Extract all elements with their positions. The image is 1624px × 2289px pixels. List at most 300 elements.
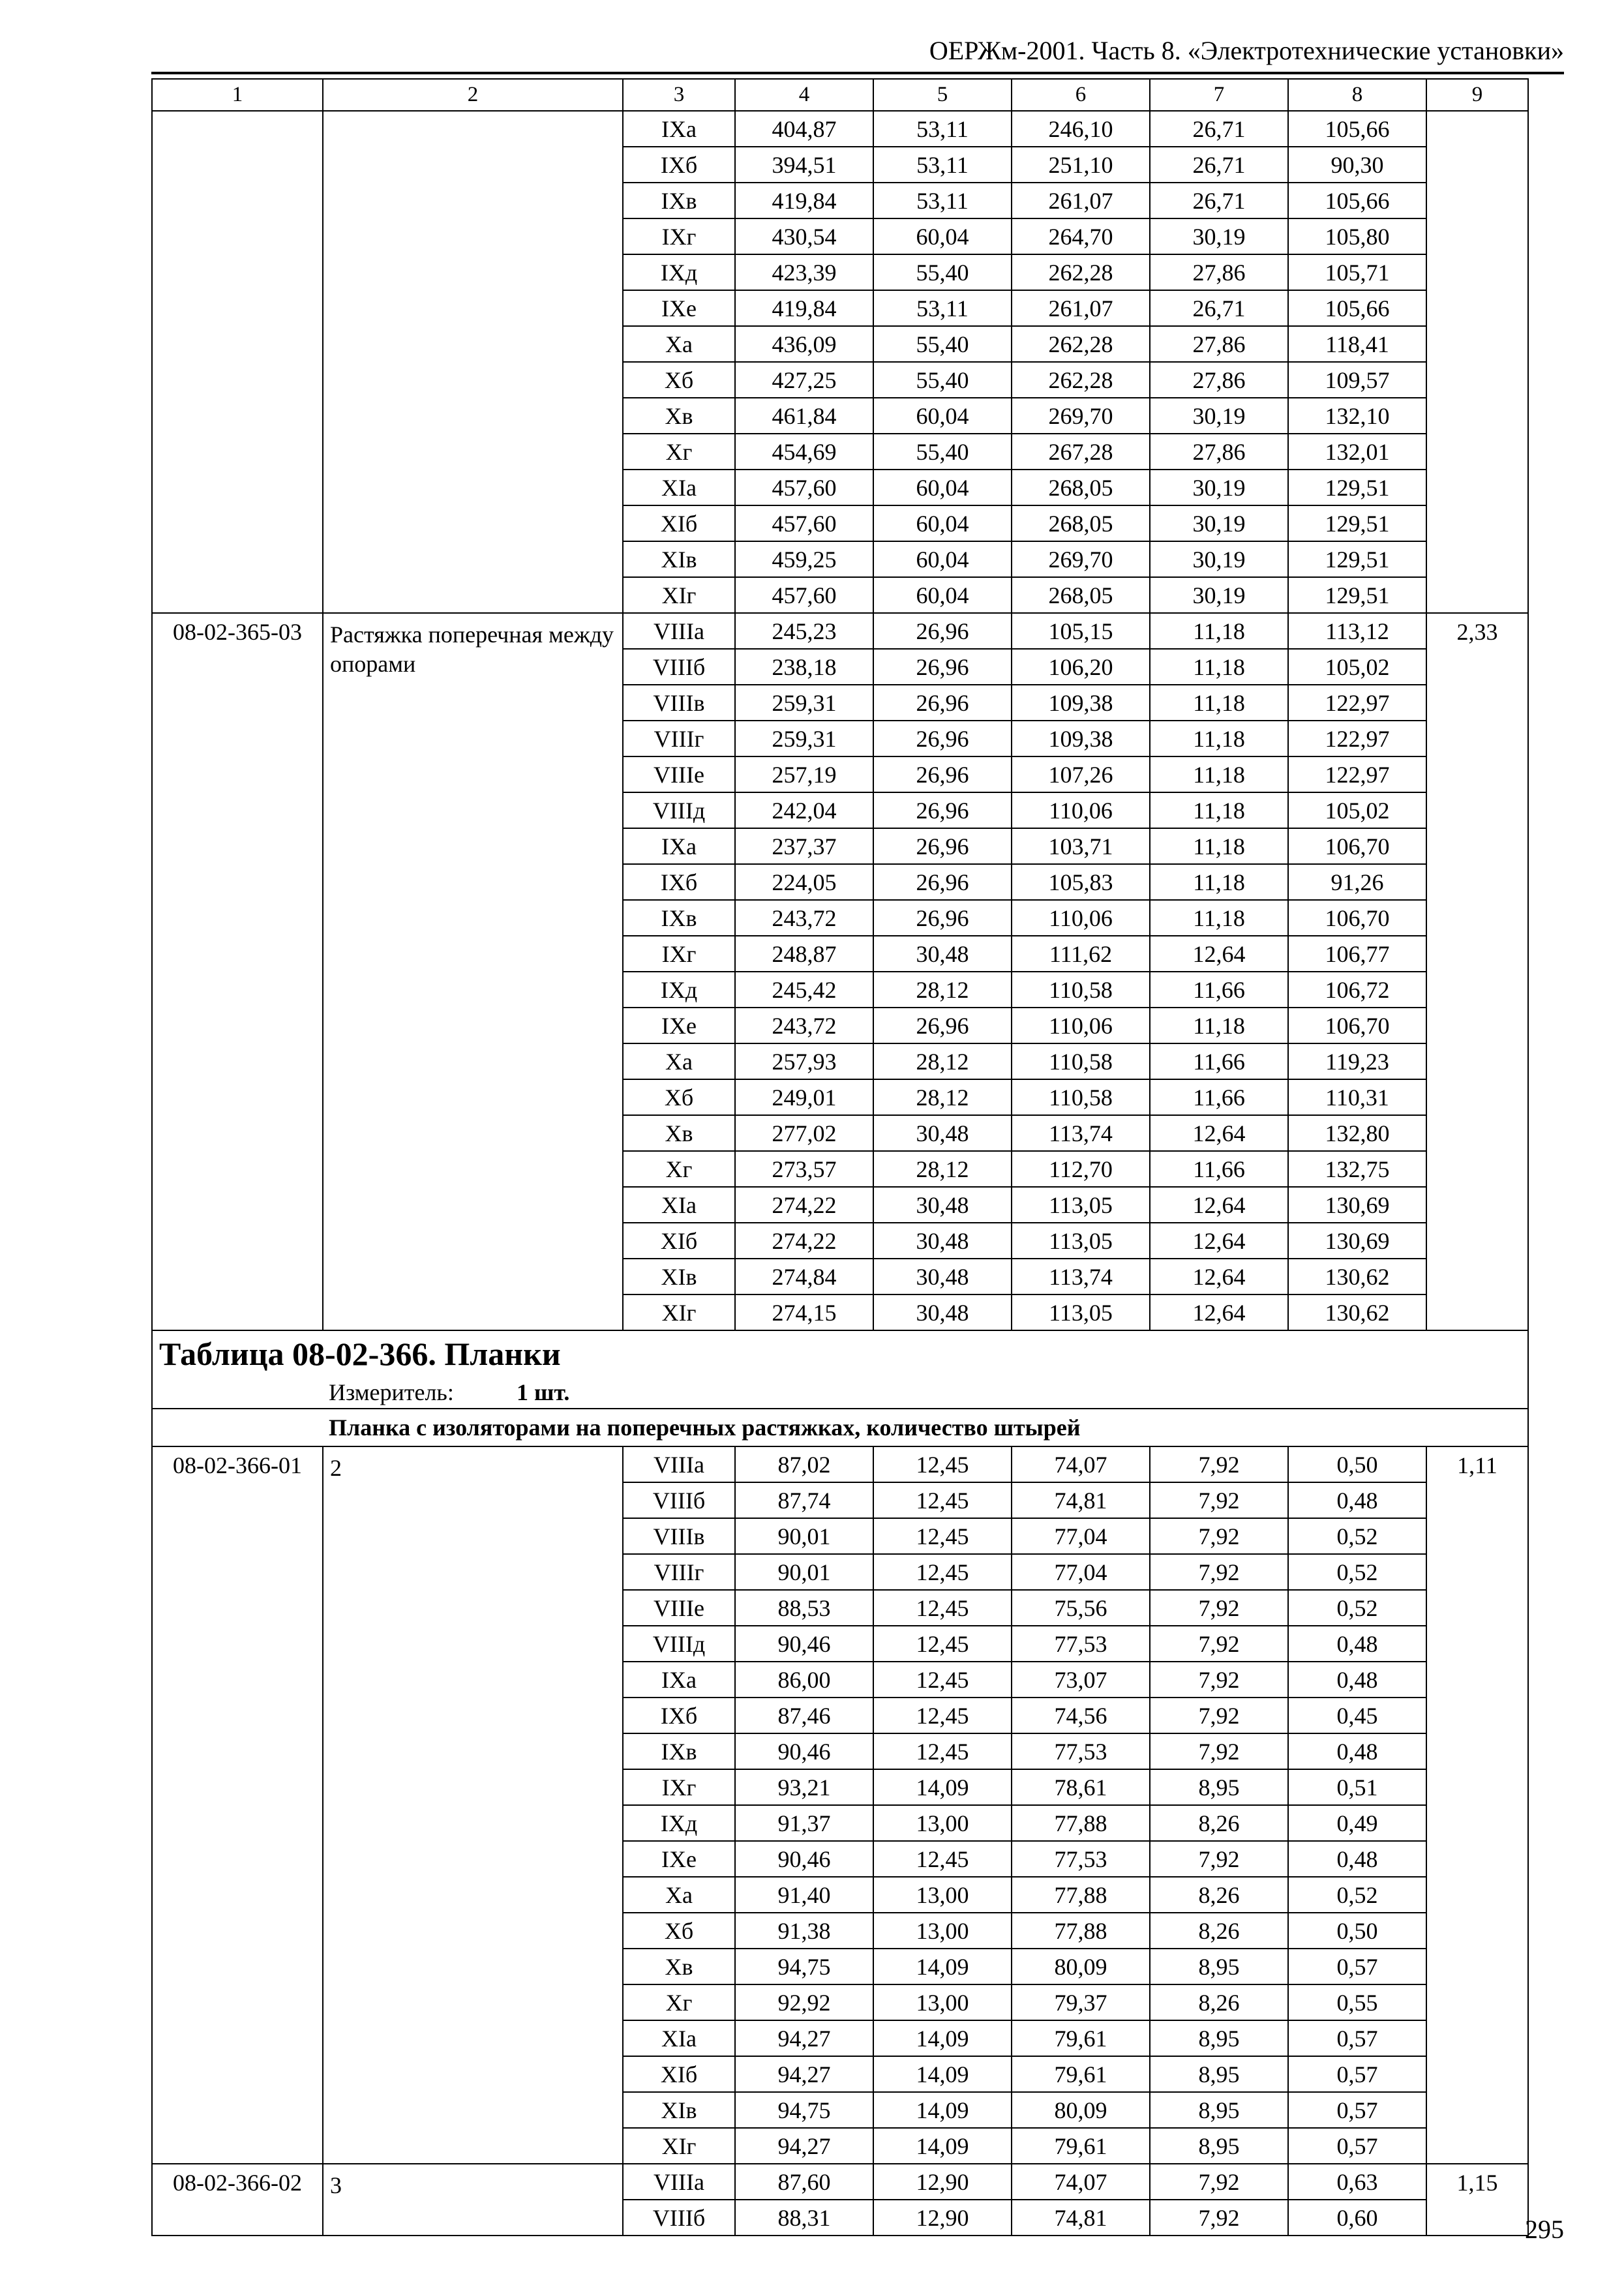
table-cell: 26,71 <box>1150 183 1288 218</box>
table-cell: 105,66 <box>1288 183 1426 218</box>
table-cell: 12,64 <box>1150 1223 1288 1259</box>
table-cell: 109,57 <box>1288 362 1426 398</box>
table-cell: 274,22 <box>735 1187 873 1223</box>
table-cell: 30,19 <box>1150 470 1288 505</box>
table-cell: 427,25 <box>735 362 873 398</box>
table-cell: 404,87 <box>735 111 873 147</box>
table-cell: 94,75 <box>735 1949 873 1984</box>
table-cell: IXв <box>623 900 735 936</box>
table-cell: 55,40 <box>873 362 1012 398</box>
table-cell: VIIIе <box>623 756 735 792</box>
table-cell: 53,11 <box>873 290 1012 326</box>
table-cell: 245,23 <box>735 613 873 649</box>
table-cell: 30,48 <box>873 1259 1012 1294</box>
table-cell: 7,92 <box>1150 2164 1288 2200</box>
table-cell: 261,07 <box>1012 290 1150 326</box>
table-cell: 274,22 <box>735 1223 873 1259</box>
table-cell: 55,40 <box>873 326 1012 362</box>
table-cell: 110,06 <box>1012 1008 1150 1043</box>
table-cell: 110,31 <box>1288 1079 1426 1115</box>
table-cell: 77,88 <box>1012 1913 1150 1949</box>
table-cell: IXб <box>623 864 735 900</box>
table-cell: 0,50 <box>1288 1913 1426 1949</box>
table-cell: 118,41 <box>1288 326 1426 362</box>
table-cell: 436,09 <box>735 326 873 362</box>
unit-value: 1 шт. <box>517 1379 570 1405</box>
table-cell: 130,62 <box>1288 1259 1426 1294</box>
table-cell: 53,11 <box>873 183 1012 218</box>
table-cell: 26,96 <box>873 900 1012 936</box>
table-cell: 113,05 <box>1012 1294 1150 1330</box>
table-cell: 277,02 <box>735 1115 873 1151</box>
table-cell: 26,96 <box>873 864 1012 900</box>
table-cell: 106,70 <box>1288 1008 1426 1043</box>
table-cell: 109,38 <box>1012 721 1150 756</box>
table-cell: XIб <box>623 2056 735 2092</box>
table-cell: 0,57 <box>1288 2056 1426 2092</box>
norm-value: 1,15 <box>1426 2164 1528 2236</box>
table-cell: 60,04 <box>873 218 1012 254</box>
column-number: 4 <box>735 79 873 111</box>
table-cell: 74,81 <box>1012 2200 1150 2236</box>
table-cell: 80,09 <box>1012 2092 1150 2128</box>
table-body <box>152 79 1528 2236</box>
resource-code: 08-02-366-01 <box>152 1446 323 2164</box>
table-cell: 11,66 <box>1150 1043 1288 1079</box>
table-cell: 88,53 <box>735 1590 873 1626</box>
table-cell: 0,57 <box>1288 2128 1426 2164</box>
table-cell: 12,64 <box>1150 1259 1288 1294</box>
table-cell: IXд <box>623 972 735 1008</box>
table-cell: 0,60 <box>1288 2200 1426 2236</box>
table-cell: 262,28 <box>1012 254 1150 290</box>
table-cell: 28,12 <box>873 1151 1012 1187</box>
table-cell: 79,61 <box>1012 2056 1150 2092</box>
table-cell: IXг <box>623 218 735 254</box>
table-cell: 26,71 <box>1150 111 1288 147</box>
table-cell: 11,18 <box>1150 792 1288 828</box>
table-cell: 109,38 <box>1012 685 1150 721</box>
table-cell: 27,86 <box>1150 254 1288 290</box>
table-cell: VIIIе <box>623 1590 735 1626</box>
table-cell: 132,01 <box>1288 434 1426 470</box>
table-cell: 12,64 <box>1150 1115 1288 1151</box>
table-cell: 30,48 <box>873 1115 1012 1151</box>
empty-cell <box>1426 111 1528 613</box>
table-cell: 394,51 <box>735 147 873 183</box>
table-cell: 0,52 <box>1288 1554 1426 1590</box>
table-cell: 87,74 <box>735 1482 873 1518</box>
table-cell: 14,09 <box>873 2056 1012 2092</box>
table-cell: 94,27 <box>735 2020 873 2056</box>
table-cell: 0,63 <box>1288 2164 1426 2200</box>
table-cell: 0,52 <box>1288 1877 1426 1913</box>
table-cell: 14,09 <box>873 2092 1012 2128</box>
table-cell: 26,96 <box>873 613 1012 649</box>
table-cell: 274,84 <box>735 1259 873 1294</box>
table-cell: 12,45 <box>873 1698 1012 1733</box>
table-cell: 130,69 <box>1288 1187 1426 1223</box>
table-cell: 80,09 <box>1012 1949 1150 1984</box>
table-cell: 419,84 <box>735 183 873 218</box>
table-cell: 8,95 <box>1150 1949 1288 1984</box>
table-cell: 132,80 <box>1288 1115 1426 1151</box>
table-cell: 26,71 <box>1150 290 1288 326</box>
column-number: 6 <box>1012 79 1150 111</box>
table-cell: 30,19 <box>1150 577 1288 613</box>
table-cell: 0,45 <box>1288 1698 1426 1733</box>
table-cell: 86,00 <box>735 1662 873 1698</box>
table-cell: 30,48 <box>873 1294 1012 1330</box>
table-cell: 26,96 <box>873 828 1012 864</box>
column-number: 9 <box>1426 79 1528 111</box>
table-cell: 26,71 <box>1150 147 1288 183</box>
table-cell: 224,05 <box>735 864 873 900</box>
table-cell: 12,64 <box>1150 936 1288 972</box>
table-cell: 0,50 <box>1288 1446 1426 1482</box>
table-cell: Xг <box>623 1984 735 2020</box>
table-cell: 457,60 <box>735 470 873 505</box>
table-cell: IXе <box>623 290 735 326</box>
table-cell: 90,46 <box>735 1626 873 1662</box>
table-cell: 110,58 <box>1012 1043 1150 1079</box>
table-cell: 8,26 <box>1150 1913 1288 1949</box>
table-cell: Xб <box>623 1079 735 1115</box>
table-cell: 8,95 <box>1150 2020 1288 2056</box>
table-cell: 269,70 <box>1012 541 1150 577</box>
table-cell: 74,81 <box>1012 1482 1150 1518</box>
table-cell: 130,62 <box>1288 1294 1426 1330</box>
table-cell: 11,18 <box>1150 721 1288 756</box>
table-cell: 103,71 <box>1012 828 1150 864</box>
table-cell: 119,23 <box>1288 1043 1426 1079</box>
table-cell: 14,09 <box>873 2128 1012 2164</box>
table-cell: 87,60 <box>735 2164 873 2200</box>
table-cell: 74,07 <box>1012 1446 1150 1482</box>
table-cell: IXд <box>623 254 735 290</box>
table-cell: 11,18 <box>1150 900 1288 936</box>
table-cell: 77,53 <box>1012 1733 1150 1769</box>
column-number: 7 <box>1150 79 1288 111</box>
table-cell: 106,70 <box>1288 900 1426 936</box>
table-cell: Xг <box>623 1151 735 1187</box>
table-cell: IXа <box>623 111 735 147</box>
table-cell: 77,88 <box>1012 1805 1150 1841</box>
norm-value: 2,33 <box>1426 613 1528 1330</box>
table-cell: VIIIа <box>623 613 735 649</box>
table-cell: 28,12 <box>873 1043 1012 1079</box>
table-cell: 30,19 <box>1150 218 1288 254</box>
table-cell: 53,11 <box>873 111 1012 147</box>
table-cell: 262,28 <box>1012 362 1150 398</box>
table-cell: 0,48 <box>1288 1733 1426 1769</box>
table-cell: 11,18 <box>1150 685 1288 721</box>
table-cell: 28,12 <box>873 1079 1012 1115</box>
table-cell: 8,95 <box>1150 1769 1288 1805</box>
table-cell: 262,28 <box>1012 326 1150 362</box>
table-cell: 249,01 <box>735 1079 873 1115</box>
table-cell: 246,10 <box>1012 111 1150 147</box>
table-subheading: Планка с изоляторами на поперечных растяжках, количество штырей <box>152 1409 1528 1446</box>
table-cell: 8,95 <box>1150 2128 1288 2164</box>
table-cell: 111,62 <box>1012 936 1150 972</box>
table-cell: 122,97 <box>1288 756 1426 792</box>
table-cell: 7,92 <box>1150 1554 1288 1590</box>
table-cell: 12,45 <box>873 1482 1012 1518</box>
table-cell: 7,92 <box>1150 1626 1288 1662</box>
table-cell: 27,86 <box>1150 362 1288 398</box>
table-cell: 13,00 <box>873 1913 1012 1949</box>
table-cell: 423,39 <box>735 254 873 290</box>
table-cell: 7,92 <box>1150 1446 1288 1482</box>
column-number: 5 <box>873 79 1012 111</box>
table-cell: 0,52 <box>1288 1518 1426 1554</box>
table-row <box>152 613 1528 649</box>
table-cell: 0,52 <box>1288 1590 1426 1626</box>
table-cell: 457,60 <box>735 505 873 541</box>
table-cell: 0,57 <box>1288 1949 1426 1984</box>
table-cell: 261,07 <box>1012 183 1150 218</box>
unit-label: Измеритель: <box>329 1379 454 1405</box>
table-cell: 113,05 <box>1012 1187 1150 1223</box>
table-cell: 11,66 <box>1150 1079 1288 1115</box>
table-cell: 26,96 <box>873 756 1012 792</box>
table-cell: 12,45 <box>873 1733 1012 1769</box>
table-cell: IXб <box>623 1698 735 1733</box>
table-cell: 7,92 <box>1150 1518 1288 1554</box>
table-cell: XIа <box>623 1187 735 1223</box>
table-cell: 419,84 <box>735 290 873 326</box>
table-cell: XIг <box>623 577 735 613</box>
table-cell: IXа <box>623 1662 735 1698</box>
table-cell: 268,05 <box>1012 505 1150 541</box>
table-cell: XIв <box>623 541 735 577</box>
work-name: 3 <box>323 2164 623 2236</box>
table-cell: 87,46 <box>735 1698 873 1733</box>
table-cell: 12,45 <box>873 1446 1012 1482</box>
table-cell: 454,69 <box>735 434 873 470</box>
table-cell: 251,10 <box>1012 147 1150 183</box>
table-row <box>152 111 1528 147</box>
table-cell: 7,92 <box>1150 1590 1288 1626</box>
table-cell: XIа <box>623 2020 735 2056</box>
table-cell: 268,05 <box>1012 470 1150 505</box>
table-cell: 8,26 <box>1150 1877 1288 1913</box>
table-cell: 94,27 <box>735 2056 873 2092</box>
table-cell: 26,96 <box>873 685 1012 721</box>
table-cell: 106,70 <box>1288 828 1426 864</box>
table-cell: 274,15 <box>735 1294 873 1330</box>
table-cell: 11,18 <box>1150 613 1288 649</box>
table-cell: 13,00 <box>873 1984 1012 2020</box>
table-cell: 132,10 <box>1288 398 1426 434</box>
table-cell: VIIIв <box>623 685 735 721</box>
table-cell: 237,37 <box>735 828 873 864</box>
table-cell: 79,61 <box>1012 2020 1150 2056</box>
table-cell: 257,19 <box>735 756 873 792</box>
table-cell: 26,96 <box>873 792 1012 828</box>
table-cell: 113,74 <box>1012 1115 1150 1151</box>
work-name: Растяжка поперечная между опорами <box>323 613 623 1330</box>
table-row <box>152 1446 1528 1482</box>
table-cell: IXв <box>623 183 735 218</box>
table-cell: 0,48 <box>1288 1482 1426 1518</box>
table-cell: 0,57 <box>1288 2092 1426 2128</box>
table-cell: VIIIа <box>623 2164 735 2200</box>
table-cell: 12,90 <box>873 2164 1012 2200</box>
norm-value: 1,11 <box>1426 1446 1528 2164</box>
table-cell: 105,66 <box>1288 111 1426 147</box>
table-cell: 30,19 <box>1150 541 1288 577</box>
table-cell: 74,07 <box>1012 2164 1150 2200</box>
table-cell: 60,04 <box>873 398 1012 434</box>
table-cell: 105,02 <box>1288 649 1426 685</box>
table-cell: 259,31 <box>735 721 873 756</box>
table-cell: Xг <box>623 434 735 470</box>
table-cell: 248,87 <box>735 936 873 972</box>
table-cell: 91,40 <box>735 1877 873 1913</box>
header-rule <box>151 72 1564 74</box>
table-cell: 132,75 <box>1288 1151 1426 1187</box>
table-cell: 92,92 <box>735 1984 873 2020</box>
table-cell: 105,80 <box>1288 218 1426 254</box>
table-cell: 77,04 <box>1012 1554 1150 1590</box>
table-cell: 461,84 <box>735 398 873 434</box>
table-cell: 12,64 <box>1150 1294 1288 1330</box>
table-cell: 11,18 <box>1150 649 1288 685</box>
table-cell: 105,83 <box>1012 864 1150 900</box>
table-cell: 264,70 <box>1012 218 1150 254</box>
page-header-title: ОЕРЖм-2001. Часть 8. «Электротехнические установки» <box>929 36 1564 65</box>
table-cell: Xа <box>623 1877 735 1913</box>
table-cell: 30,19 <box>1150 505 1288 541</box>
table-cell: 8,26 <box>1150 1805 1288 1841</box>
table-cell: IXе <box>623 1841 735 1877</box>
table-cell: XIг <box>623 1294 735 1330</box>
table-cell: 26,96 <box>873 721 1012 756</box>
table-cell: 105,71 <box>1288 254 1426 290</box>
table-cell: 12,64 <box>1150 1187 1288 1223</box>
table-cell: 77,04 <box>1012 1518 1150 1554</box>
table-cell: 110,06 <box>1012 792 1150 828</box>
table-cell: 113,12 <box>1288 613 1426 649</box>
table-cell: 30,19 <box>1150 398 1288 434</box>
resource-code: 08-02-365-03 <box>152 613 323 1330</box>
table-cell: 110,58 <box>1012 1079 1150 1115</box>
table-cell: VIIIа <box>623 1446 735 1482</box>
table-cell: 74,56 <box>1012 1698 1150 1733</box>
table-cell: 8,26 <box>1150 1984 1288 2020</box>
table-cell: VIIIб <box>623 2200 735 2236</box>
table-cell: 26,96 <box>873 1008 1012 1043</box>
table-cell: 77,88 <box>1012 1877 1150 1913</box>
table-cell: 53,11 <box>873 147 1012 183</box>
table-cell: 105,66 <box>1288 290 1426 326</box>
table-cell: 73,07 <box>1012 1662 1150 1698</box>
table-cell: 12,45 <box>873 1590 1012 1626</box>
table-cell: VIIIд <box>623 1626 735 1662</box>
table-cell: 110,58 <box>1012 972 1150 1008</box>
table-cell: VIIIг <box>623 721 735 756</box>
table-cell: 60,04 <box>873 577 1012 613</box>
table-cell: 106,72 <box>1288 972 1426 1008</box>
table-cell: Xб <box>623 362 735 398</box>
table-cell: 268,05 <box>1012 577 1150 613</box>
table-row <box>152 2164 1528 2200</box>
table-cell: 93,21 <box>735 1769 873 1805</box>
table-cell: 0,57 <box>1288 2020 1426 2056</box>
table-cell: XIв <box>623 2092 735 2128</box>
table-cell: 129,51 <box>1288 505 1426 541</box>
table-cell: Xв <box>623 1949 735 1984</box>
table-cell: 94,75 <box>735 2092 873 2128</box>
table-cell: 55,40 <box>873 434 1012 470</box>
table-cell: 30,48 <box>873 1187 1012 1223</box>
table-cell: 13,00 <box>873 1805 1012 1841</box>
table-cell: 90,46 <box>735 1733 873 1769</box>
table-cell: IXб <box>623 147 735 183</box>
table-cell: 26,96 <box>873 649 1012 685</box>
table-cell: 90,01 <box>735 1518 873 1554</box>
table-cell: Xа <box>623 1043 735 1079</box>
table-cell: 430,54 <box>735 218 873 254</box>
table-cell: IXг <box>623 1769 735 1805</box>
table-cell: 0,49 <box>1288 1805 1426 1841</box>
table-cell: 11,18 <box>1150 864 1288 900</box>
table-cell: 12,45 <box>873 1626 1012 1662</box>
table-cell: 7,92 <box>1150 1698 1288 1733</box>
table-cell: 75,56 <box>1012 1590 1150 1626</box>
table-cell: 11,18 <box>1150 828 1288 864</box>
table-cell: 77,53 <box>1012 1841 1150 1877</box>
table-cell: 122,97 <box>1288 721 1426 756</box>
table-cell: 129,51 <box>1288 470 1426 505</box>
table-cell: 94,27 <box>735 2128 873 2164</box>
table-cell: 112,70 <box>1012 1151 1150 1187</box>
table-cell: 0,51 <box>1288 1769 1426 1805</box>
table-cell: 12,45 <box>873 1518 1012 1554</box>
table-cell: 7,92 <box>1150 2200 1288 2236</box>
table-cell: 8,95 <box>1150 2092 1288 2128</box>
table-cell: 243,72 <box>735 1008 873 1043</box>
table-cell: 11,18 <box>1150 756 1288 792</box>
table-cell: XIб <box>623 505 735 541</box>
table-cell: 0,48 <box>1288 1841 1426 1877</box>
table-cell: 113,74 <box>1012 1259 1150 1294</box>
column-number: 8 <box>1288 79 1426 111</box>
table-cell: 242,04 <box>735 792 873 828</box>
table-cell: 60,04 <box>873 541 1012 577</box>
table-cell: VIIIб <box>623 1482 735 1518</box>
table-cell: 129,51 <box>1288 541 1426 577</box>
column-number: 2 <box>323 79 623 111</box>
table-cell: 0,48 <box>1288 1662 1426 1698</box>
table-cell: 11,66 <box>1150 972 1288 1008</box>
table-cell: 122,97 <box>1288 685 1426 721</box>
column-number: 1 <box>152 79 323 111</box>
table-cell: 28,12 <box>873 972 1012 1008</box>
table-cell: 90,46 <box>735 1841 873 1877</box>
table-cell: 7,92 <box>1150 1662 1288 1698</box>
table-cell: 91,38 <box>735 1913 873 1949</box>
table-cell: 113,05 <box>1012 1223 1150 1259</box>
table-cell: XIв <box>623 1259 735 1294</box>
table-cell: 7,92 <box>1150 1482 1288 1518</box>
table-cell: XIг <box>623 2128 735 2164</box>
table-cell: Xа <box>623 326 735 362</box>
table-cell: 245,42 <box>735 972 873 1008</box>
table-cell: 27,86 <box>1150 434 1288 470</box>
